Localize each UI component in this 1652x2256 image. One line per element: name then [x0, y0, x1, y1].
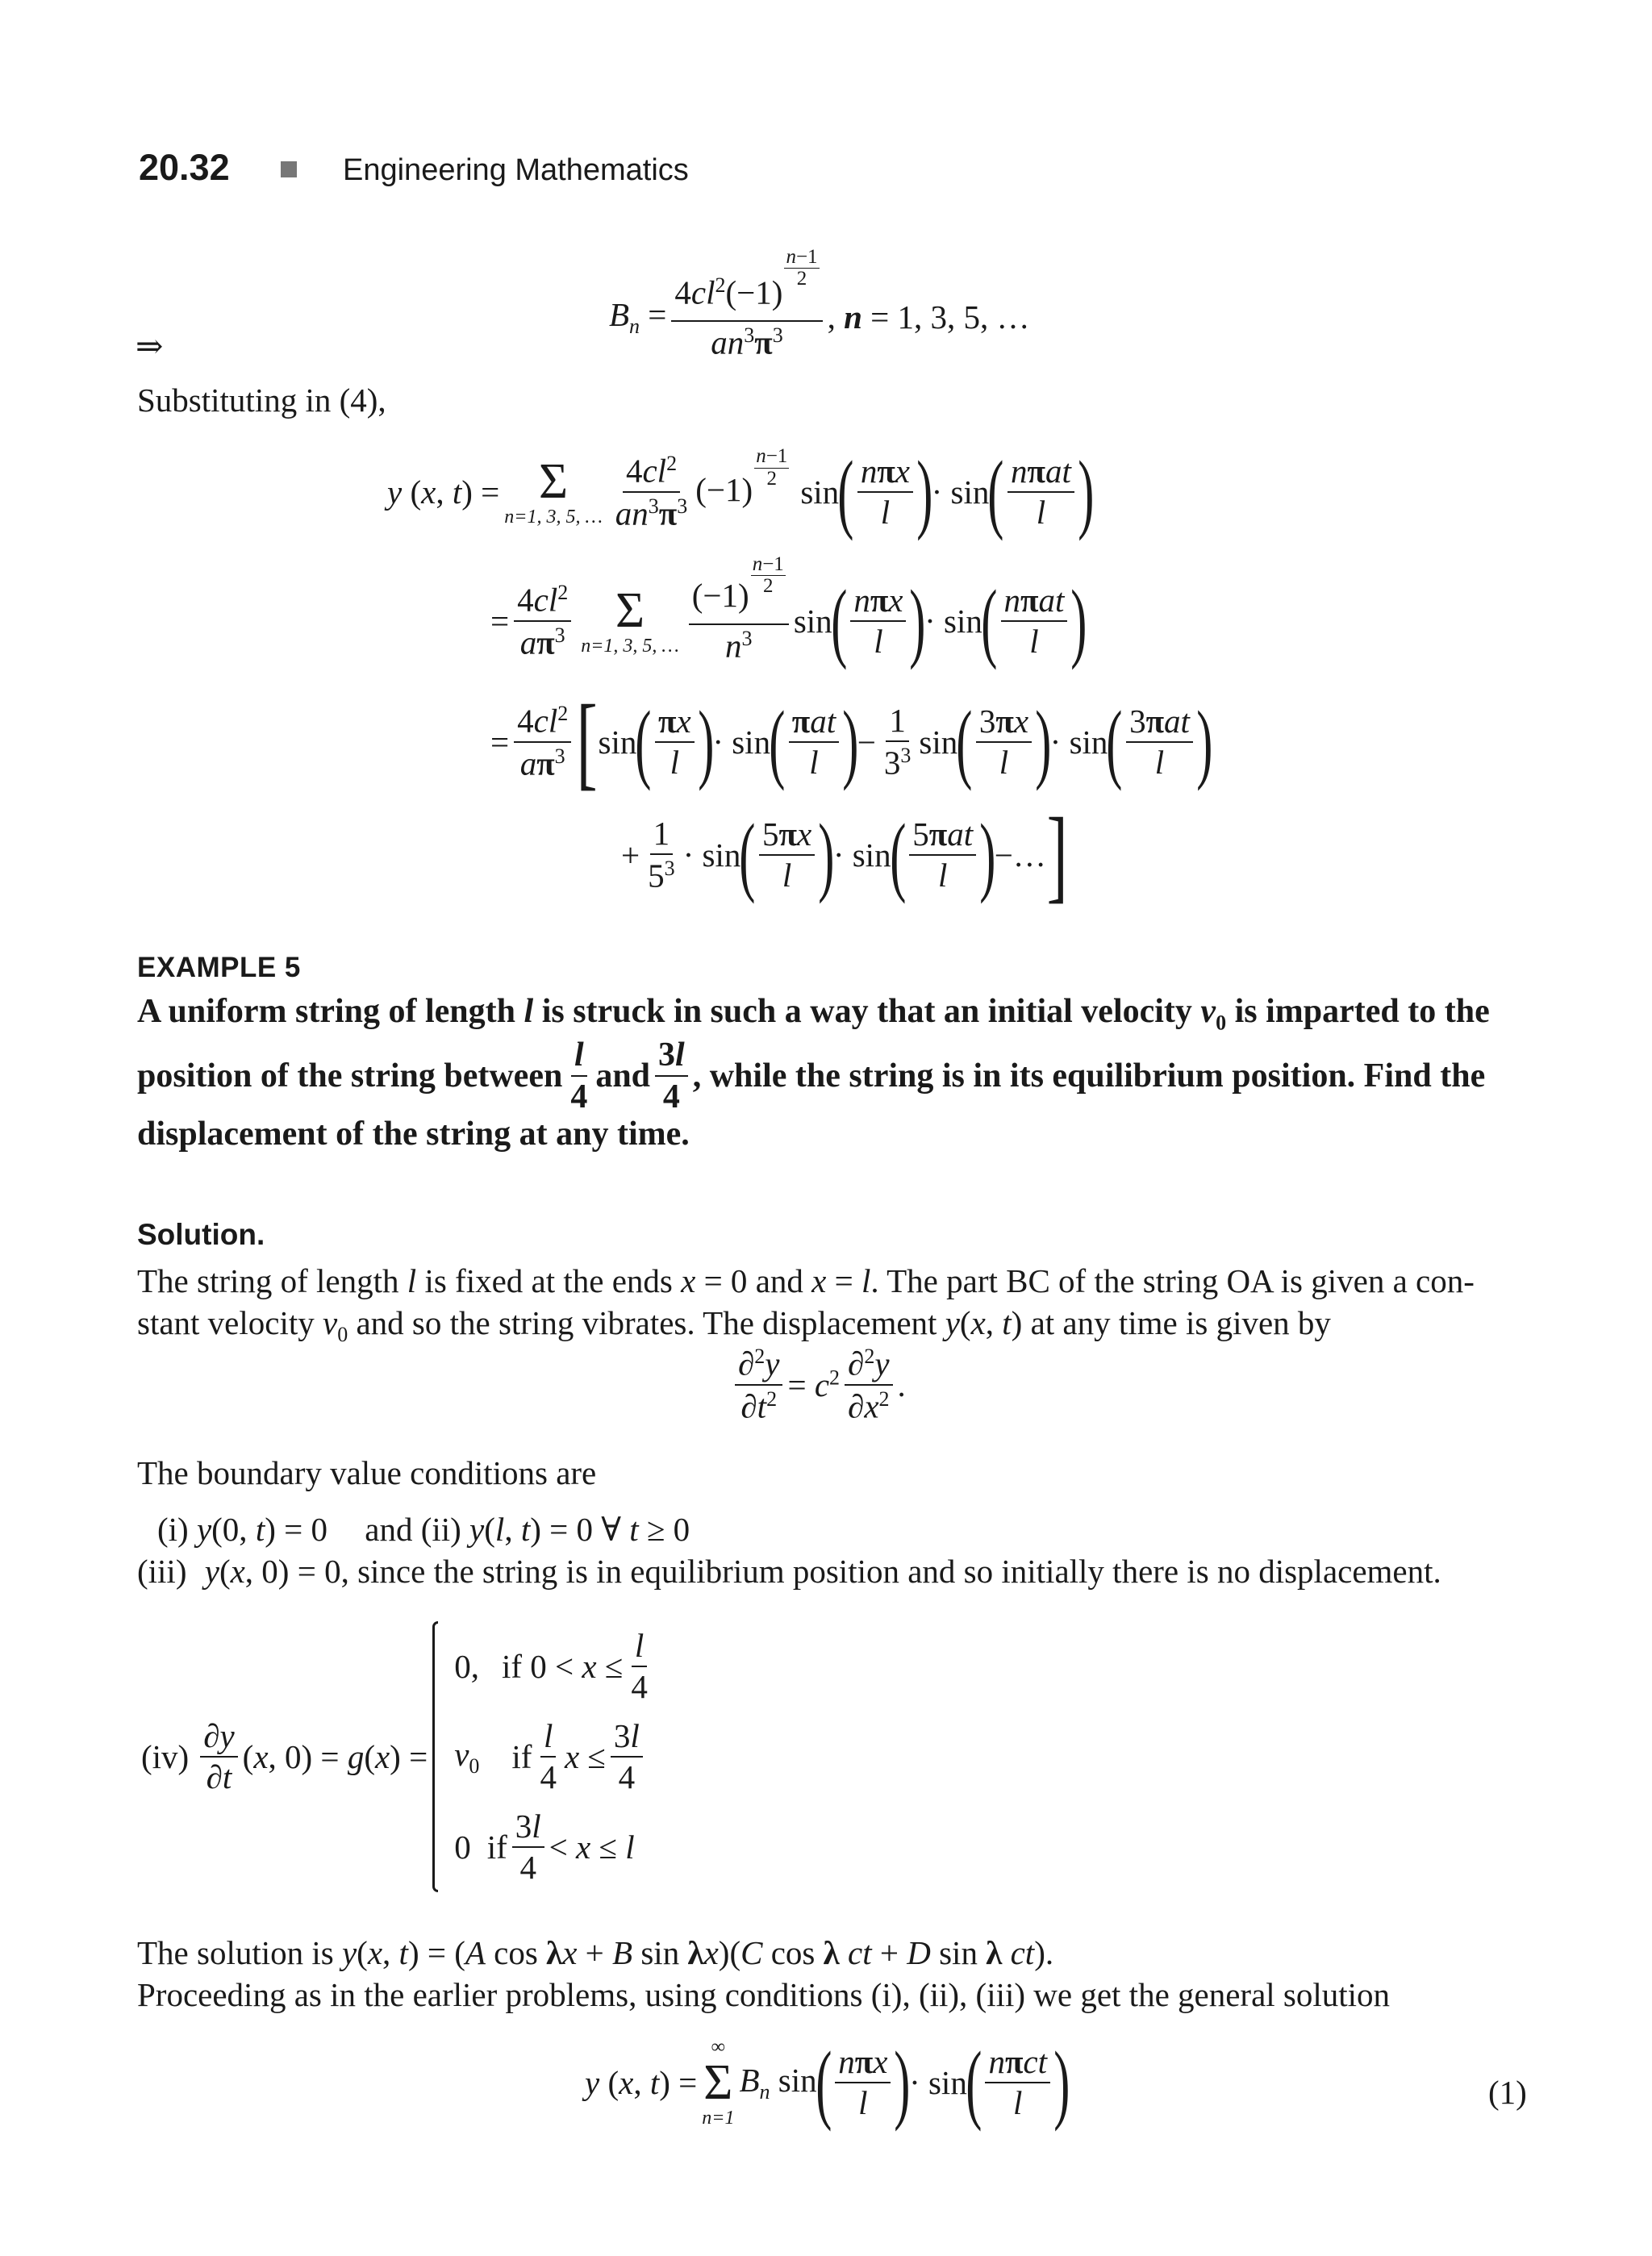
cond-ii-label: and (ii)	[365, 1511, 461, 1548]
bn-formula: $B_n$ = $4cl^2(-1)$ $\frac{n-1}{2}$ $an^3\pi^3$ , n = 1, 3, 5, …	[609, 246, 1030, 361]
substituting-text: Substituting in (4),	[137, 382, 386, 419]
wave-equation: $\frac{\partial^2y}{\partial t^2}$ = $c^2$ $\frac{\partial^2y}{\partial x^2}$ .	[730, 1345, 906, 1424]
solution-form: The solution is y(x, t) = (A cos λx + B sin λx)(C cos λ ct + D sin λ ct).	[137, 1934, 1054, 1971]
series-line-3: = $\frac{4cl^2}{a\pi^3}$ [ sin ( $\frac{\pi x}{l}$ ) · sin ( $\frac{\text{πat}}{l}$ ) − $\frac{1}{3^3}$ sin ( $\frac{3\pi x}{l}$ ) · sin ( $\frac{\text{3πat}}{l}$ )	[490, 684, 1213, 800]
sol-text-2c: at any time is given by	[1030, 1304, 1331, 1341]
series-line-2: = $\frac{4cl^2}{a\pi^3}$ Σ n=1, 3, 5, … (−1) $\frac{n-1}{2}$ $n^3$ sin ( $\frac{\text{nπx}}{l}$ ) · sin ( $\frac{\text{nπat}}{l}$ )	[490, 553, 1087, 670]
book-title: Engineering Mathematics	[343, 153, 689, 187]
example-text-2: is struck in such a way that an initial velocity	[541, 993, 1192, 1030]
example-text-3: is imparted to the	[1234, 993, 1490, 1030]
conditions-i-ii: (i) y(0, t) = 0 and (ii) y(l, t) = 0 ∀ t ≥ 0	[157, 1511, 690, 1548]
page-number: 20.32	[139, 147, 230, 188]
series-line-4: + $\frac{1}{5^3}$ · sin ( $\frac{5\pi x}{l}$ ) · sin ( $\frac{\text{5πat}}{l}$ ) −… ]	[621, 797, 1068, 913]
cond-iv-label: (iv)	[141, 1738, 190, 1775]
example-heading: EXAMPLE 5	[137, 952, 301, 983]
series-line-1: y (x, t) = Σ n=1, 3, 5, … $\frac{4cl^2}{an^3\pi^3}$ (−1) $\frac{n-1}{2}$ sin ( $\frac{\text{nπx}}{l}$ ) · sin ( $\frac{\text{nπat}}{l}$ )	[387, 443, 1095, 541]
cond-iii-label: (iii)	[137, 1553, 187, 1590]
bvc-intro: The boundary value conditions are	[137, 1454, 597, 1491]
condition-iii: (iii) y(x, 0) = 0, since the string is in equilibrium position and so initially there is no displacement.	[137, 1553, 1441, 1590]
equation-number: (1)	[1488, 2074, 1527, 2111]
example-text-1: A uniform string of length	[137, 993, 516, 1030]
solution-paragraph: The string of length l is fixed at the ends x = 0 and x = l. The part BC of the string OA is given a con- stant velocity $v_0$ and so the string vibrates. The displacement y(x, t) at any time is given by	[137, 1262, 1475, 1347]
solution-heading: Solution.	[137, 1218, 265, 1251]
example-text-4: position of the string between	[137, 1057, 563, 1095]
sol-text-1c: and	[755, 1262, 803, 1299]
cond-i-label: (i)	[157, 1511, 189, 1548]
example-text-5: , while the string is in its equilibrium position. Find the	[692, 1057, 1486, 1095]
example-text-6: displacement of the string at any time.	[137, 1115, 690, 1153]
proceeding-text: Proceeding as in the earlier problems, using conditions (i), (ii), (iii) we get the general solution	[137, 1976, 1391, 2013]
cond-iii-text: , since the string is in equilibrium position and so initially there is no displacement.	[340, 1553, 1441, 1590]
sol-text-2a: stant velocity	[137, 1304, 315, 1341]
general-solution: y (x, t) = ∞ Σ n=1 $B_n$ sin ( $\frac{\text{nπx}}{l}$ ) · sin ( $\frac{\text{nπct}}{l}$ )	[585, 2033, 1070, 2133]
implies-arrow: ⇒	[136, 327, 164, 365]
sol-text-1a: The string of length	[137, 1262, 399, 1299]
sol-text-2b: and so the string vibrates. The displacement	[356, 1304, 937, 1341]
example-text-and: and	[595, 1057, 651, 1095]
example-statement: A uniform string of length l is struck in such a way that an initial velocity $v_0$ is imparted to the position of the string between $\frac{l}{4}$ and $\frac{3l}{4}$ , while the string is in its equilibrium position. Find the displacement of the string at any time.	[137, 992, 1533, 1160]
sol-text-1d: . The part BC of the string OA is given a con-	[870, 1262, 1475, 1299]
header-square-icon	[281, 161, 297, 177]
sol-text-1b: is fixed at the ends	[424, 1262, 673, 1299]
condition-iv: (iv) $\frac{\partial y}{\partial t}$ (x, 0) = g(x) = 0, if 0 < x ≤ $\frac{l}{4}$ $v_0$ if $\frac{l}{4}$ x ≤ $\frac{3l}{4}$ 0 if $\frac{3l}{4}$ < x ≤ l	[141, 1621, 656, 1892]
solution-is-text: The solution is	[137, 1934, 334, 1971]
